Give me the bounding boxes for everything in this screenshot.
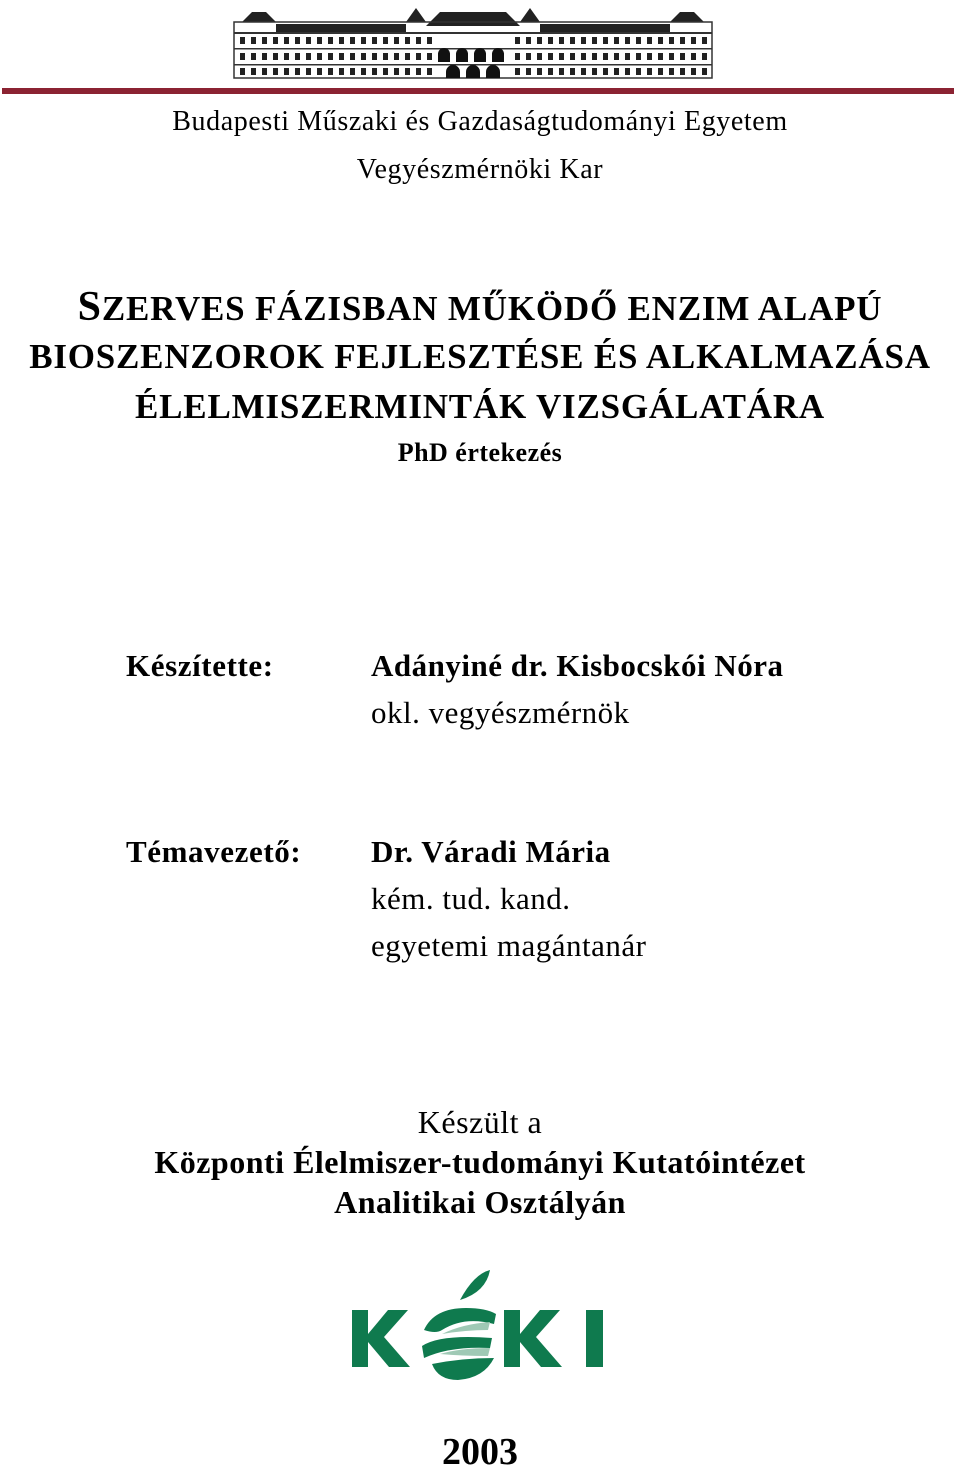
header-divider (2, 88, 954, 94)
supervisor-name: Dr. Váradi Mária (371, 834, 611, 869)
author-label: Készítette: (126, 648, 274, 683)
author-name: Adányiné dr. Kisbocskói Nóra (371, 648, 784, 683)
author-qualification: okl. vegyészmérnök (371, 695, 630, 730)
title-line-2: BIOSZENZOROK FEJLESZTÉSE ÉS ALKALMAZÁSA (29, 337, 931, 376)
supervisor-position: egyetemi magántanár (371, 928, 647, 963)
document-type: PhD értekezés (397, 438, 563, 467)
title-initial: S (77, 284, 102, 330)
institution-department: Analitikai Osztályán (334, 1184, 626, 1220)
year: 2003 (442, 1431, 518, 1473)
faculty-name: Vegyészmérnöki Kar (356, 154, 604, 185)
supervisor-label: Témavezető: (126, 834, 302, 869)
institution-name: Központi Élelmiszer-tudományi Kutatóintézet (154, 1144, 806, 1180)
title-line-1 (0, 283, 960, 331)
title-line-1-rest: ZERVES FÁZISBAN MŰKÖDŐ ENZIM ALAPÚ (101, 289, 883, 328)
university-name: Budapesti Műszaki és Gazdaságtudományi Egyetem (172, 106, 788, 137)
institution-line-1: Készült a (417, 1104, 543, 1140)
keki-logo (352, 1268, 607, 1382)
title-line-3: ÉLELMISZERMINTÁK VIZSGÁLATÁRA (135, 387, 825, 426)
university-building-logo (228, 2, 718, 80)
supervisor-degree: kém. tud. kand. (371, 881, 571, 916)
